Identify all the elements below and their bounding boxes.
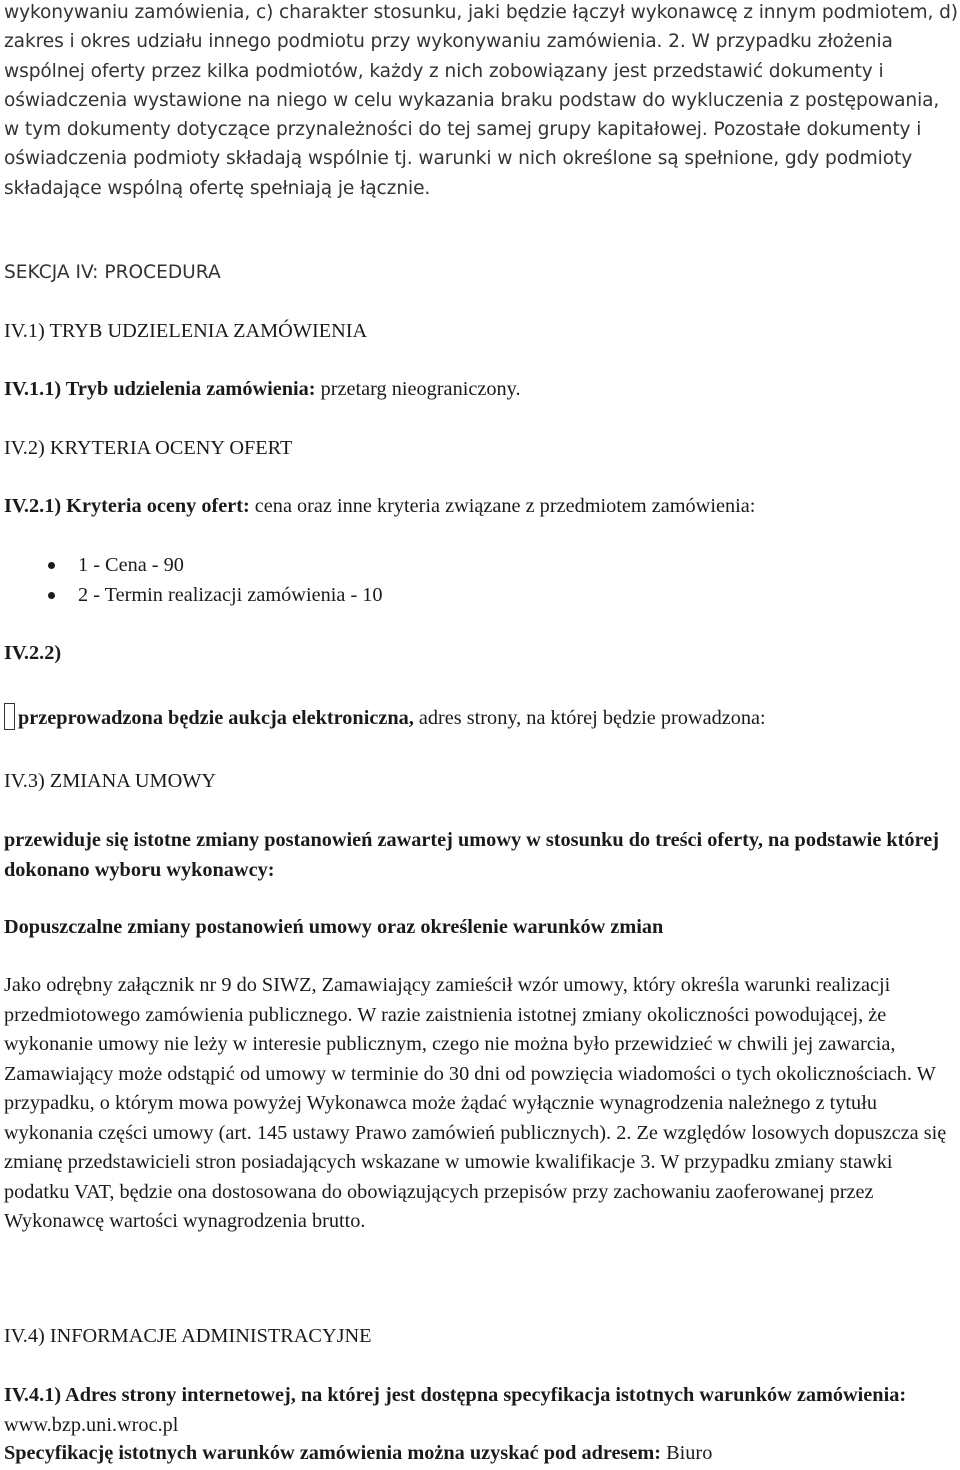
iv21-value: cena oraz inne kryteria związane z przedmiotem zamówienia: (249, 495, 756, 517)
iv1-heading: IV.1) TRYB UDZIELENIA ZAMÓWIENIA (4, 320, 368, 342)
iv11-label: IV.1.1) Tryb udzielenia zamówienia: (4, 378, 316, 400)
iv4-heading: IV.4) INFORMACJE ADMINISTRACYJNE (4, 1325, 372, 1347)
spec-line (4, 1439, 958, 1468)
section-title: SEKCJA IV: PROCEDURA (4, 262, 221, 283)
list-item: 2 - Termin realizacji zamówienia - 10 (4, 581, 383, 611)
allowed-changes-text: Jako odrębny załącznik nr 9 do SIWZ, Zamawiający zamieścił wzór umowy, który określa warunki realizacji przedmiotowego zamówienia publicznego. W razie zaistnienia istotnej zmiany okoliczności powodującej, że wykonanie umowy nie leży w interesie publicznym, czego nie można było przewidzieć w chwili jej zawarcia, Zamawiający może odstąpić od umowy w terminie do 30 dni od powzięcia wiadomości o tych okolicznościach. W przypadku, o którym mowa powyżej Wykonawca może żądać wyłącznie wynagrodzenia należnego z tytułu wykonania części umowy (art. 145 ustawy Prawo zamówień publicznych). 2. Ze względów losowych dopuszcza się zmianę przedstawicieli stron posiadających wskazane w umowie kwalifikacje 3. W przypadku zmiany stawki podatku VAT, będzie ona dostosowana do obowiązujących przepisów przy zachowaniu zaoferowanej przez Wykonawcę wartości wynagrodzenia brutto. (4, 974, 947, 1232)
iv22-label: IV.2.2) (4, 642, 62, 664)
iv41-line (4, 1381, 958, 1440)
allowed-changes-heading: Dopuszczalne zmiany postanowień umowy oraz określenie warunków zmian (4, 916, 664, 938)
iv11-line (4, 375, 958, 404)
spec-label: Specyfikację istotnych warunków zamówienia można uzyskać pod adresem: (4, 1442, 662, 1464)
auction-label: przeprowadzona będzie aukcja elektroniczna, (18, 707, 414, 729)
changes-statement: przewiduje się istotne zmiany postanowień zawartej umowy w stosunku do treści oferty, na podstawie której dokonano wyboru wykonawcy: (4, 829, 939, 881)
iv11-value: przetarg nieograniczony. (315, 378, 521, 400)
intro-paragraph: wykonywaniu zamówienia, c) charakter stosunku, jaki będzie łączył wykonawcę z innym podmiotem, d) zakres i okres udziału innego podmiotu przy wykonywaniu zamówienia. 2. W przypadku złożenia wspólnej oferty przez kilka podmiotów, każdy z nich zobowiązany jest przedstawić dokumenty i oświadczenia wystawione na niego w celu wykazania braku podstaw do wykluczenia z postępowania, w tym dokumenty dotyczące przynależności do tej samej grupy kapitałowej. Pozostałe dokumenty i oświadczenia podmioty składają wspólnie tj. warunki w nich określone są spełnione, gdy podmioty składające wspólną ofertę spełniają je łącznie. (4, 2, 958, 199)
checkbox-icon (4, 703, 15, 730)
iv41-label: IV.4.1) Adres strony internetowej, na której jest dostępna specyfikacja istotnych warunków zamówienia: (4, 1384, 907, 1406)
auction-value: adres strony, na której będzie prowadzona: (413, 707, 766, 729)
iv21-label: IV.2.1) Kryteria oceny ofert: (4, 495, 250, 517)
spec-value: Biuro (661, 1442, 713, 1464)
iv21-line (4, 492, 958, 521)
iv2-heading: IV.2) KRYTERIA OCENY OFERT (4, 437, 293, 459)
list-item: 1 - Cena - 90 (4, 551, 383, 581)
criteria-list (4, 551, 383, 610)
auction-line (4, 703, 958, 733)
iv3-heading: IV.3) ZMIANA UMOWY (4, 770, 217, 792)
iv41-value: www.bzp.uni.wroc.pl (4, 1413, 179, 1436)
